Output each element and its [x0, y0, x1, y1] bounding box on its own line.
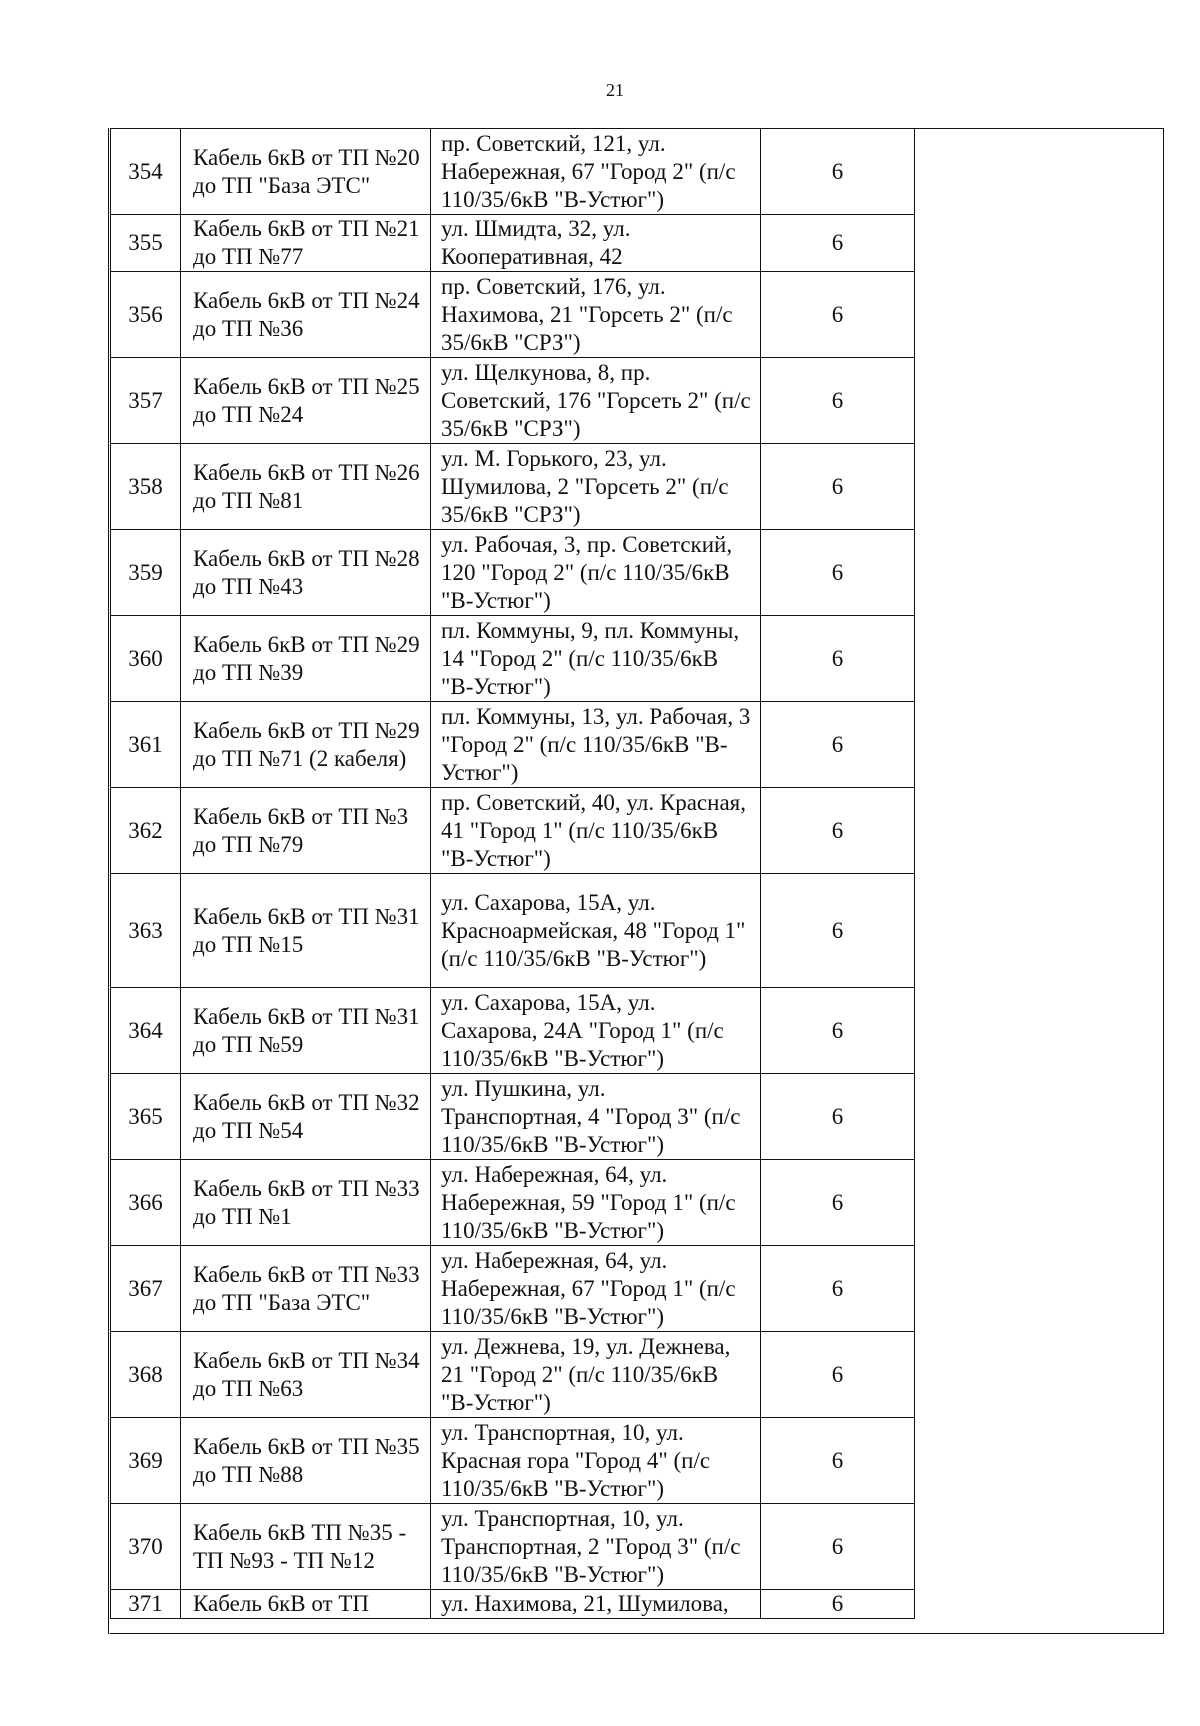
- table-row: [111, 1504, 915, 1590]
- address-cell: пр. Советский, 176, ул. Нахимова, 21 "Горсеть 2" (п/с 35/6кВ "СРЗ"): [431, 272, 761, 358]
- row-number: 363: [111, 874, 181, 988]
- cable-name-cell: Кабель 6кВ от ТП №28 до ТП №43: [181, 530, 431, 616]
- table-row: [111, 1590, 915, 1619]
- table-row: [111, 129, 915, 215]
- table-row: [111, 1160, 915, 1246]
- table-row: [111, 788, 915, 874]
- table-row: [111, 215, 915, 272]
- row-number: 369: [111, 1418, 181, 1504]
- table-left-rule: [108, 128, 109, 1634]
- page-number: 21: [606, 80, 624, 100]
- table-row: [111, 874, 915, 988]
- cable-name-cell: Кабель 6кВ от ТП №3 до ТП №79: [181, 788, 431, 874]
- cable-name-cell: Кабель 6кВ от ТП №35 до ТП №88: [181, 1418, 431, 1504]
- address-cell: ул. Шмидта, 32, ул. Кооперативная, 42: [431, 215, 761, 272]
- cable-name-cell: Кабель 6кВ от ТП №31 до ТП №15: [181, 874, 431, 988]
- cable-name-cell: Кабель 6кВ от ТП №21 до ТП №77: [181, 215, 431, 272]
- voltage-cell: 6: [761, 358, 915, 444]
- row-number: 366: [111, 1160, 181, 1246]
- address-cell: ул. Пушкина, ул. Транспортная, 4 "Город 3" (п/с 110/35/6кВ "В-Устюг"): [431, 1074, 761, 1160]
- voltage-cell: 6: [761, 272, 915, 358]
- voltage-cell: 6: [761, 1160, 915, 1246]
- voltage-cell: 6: [761, 988, 915, 1074]
- row-number: 364: [111, 988, 181, 1074]
- voltage-cell: 6: [761, 616, 915, 702]
- voltage-cell: 6: [761, 1074, 915, 1160]
- address-cell: ул. Рабочая, 3, пр. Советский, 120 "Город 2" (п/с 110/35/6кВ "В-Устюг"): [431, 530, 761, 616]
- address-cell: ул. М. Горького, 23, ул. Шумилова, 2 "Горсеть 2" (п/с 35/6кВ "СРЗ"): [431, 444, 761, 530]
- cable-name-cell: Кабель 6кВ от ТП: [181, 1590, 431, 1619]
- table-row: [111, 1418, 915, 1504]
- table-row: [111, 1246, 915, 1332]
- cable-name-cell: Кабель 6кВ от ТП №25 до ТП №24: [181, 358, 431, 444]
- voltage-cell: 6: [761, 874, 915, 988]
- table-body: [111, 129, 915, 1619]
- address-cell: ул. Транспортная, 10, ул. Транспортная, 2 "Город 3" (п/с 110/35/6кВ "В-Устюг"): [431, 1504, 761, 1590]
- row-number: 355: [111, 215, 181, 272]
- cable-name-cell: Кабель 6кВ от ТП №20 до ТП "База ЭТС": [181, 129, 431, 215]
- voltage-cell: 6: [761, 1332, 915, 1418]
- address-cell: ул. Щелкунова, 8, пр. Советский, 176 "Горсеть 2" (п/с 35/6кВ "СРЗ"): [431, 358, 761, 444]
- row-number: 359: [111, 530, 181, 616]
- voltage-cell: 6: [761, 530, 915, 616]
- table-row: [111, 1332, 915, 1418]
- cable-name-cell: Кабель 6кВ от ТП №33 до ТП №1: [181, 1160, 431, 1246]
- address-cell: ул. Набережная, 64, ул. Набережная, 59 "Город 1" (п/с 110/35/6кВ "В-Устюг"): [431, 1160, 761, 1246]
- cable-name-cell: Кабель 6кВ от ТП №33 до ТП "База ЭТС": [181, 1246, 431, 1332]
- cable-name-cell: Кабель 6кВ ТП №35 - ТП №93 - ТП №12: [181, 1504, 431, 1590]
- table-row: [111, 988, 915, 1074]
- row-number: 371: [111, 1590, 181, 1619]
- address-cell: пл. Коммуны, 9, пл. Коммуны, 14 "Город 2" (п/с 110/35/6кВ "В-Устюг"): [431, 616, 761, 702]
- row-number: 370: [111, 1504, 181, 1590]
- row-number: 356: [111, 272, 181, 358]
- voltage-cell: 6: [761, 1504, 915, 1590]
- address-cell: ул. Транспортная, 10, ул. Красная гора "Город 4" (п/с 110/35/6кВ "В-Устюг"): [431, 1418, 761, 1504]
- row-number: 358: [111, 444, 181, 530]
- address-cell: ул. Дежнева, 19, ул. Дежнева, 21 "Город 2" (п/с 110/35/6кВ "В-Устюг"): [431, 1332, 761, 1418]
- cable-name-cell: Кабель 6кВ от ТП №32 до ТП №54: [181, 1074, 431, 1160]
- row-number: 368: [111, 1332, 181, 1418]
- row-number: 357: [111, 358, 181, 444]
- voltage-cell: 6: [761, 1246, 915, 1332]
- table-row: [111, 702, 915, 788]
- voltage-cell: 6: [761, 444, 915, 530]
- table-row: [111, 616, 915, 702]
- cable-name-cell: Кабель 6кВ от ТП №29 до ТП №71 (2 кабеля): [181, 702, 431, 788]
- cable-registry-table: [110, 128, 915, 1619]
- row-number: 360: [111, 616, 181, 702]
- cable-name-cell: Кабель 6кВ от ТП №26 до ТП №81: [181, 444, 431, 530]
- address-cell: ул. Сахарова, 15А, ул. Красноармейская, 48 "Город 1" (п/с 110/35/6кВ "В-Устюг"): [431, 874, 761, 988]
- cable-name-cell: Кабель 6кВ от ТП №31 до ТП №59: [181, 988, 431, 1074]
- voltage-cell: 6: [761, 702, 915, 788]
- voltage-cell: 6: [761, 1590, 915, 1619]
- row-number: 367: [111, 1246, 181, 1332]
- row-number: 361: [111, 702, 181, 788]
- cable-name-cell: Кабель 6кВ от ТП №29 до ТП №39: [181, 616, 431, 702]
- table-row: [111, 444, 915, 530]
- address-cell: пл. Коммуны, 13, ул. Рабочая, 3 "Город 2" (п/с 110/35/6кВ "В-Устюг"): [431, 702, 761, 788]
- table-row: [111, 1074, 915, 1160]
- voltage-cell: 6: [761, 1418, 915, 1504]
- table-row: [111, 530, 915, 616]
- address-cell: пр. Советский, 121, ул. Набережная, 67 "Город 2" (п/с 110/35/6кВ "В-Устюг"): [431, 129, 761, 215]
- row-number: 354: [111, 129, 181, 215]
- table-row: [111, 272, 915, 358]
- cable-name-cell: Кабель 6кВ от ТП №24 до ТП №36: [181, 272, 431, 358]
- address-cell: ул. Сахарова, 15А, ул. Сахарова, 24А "Город 1" (п/с 110/35/6кВ "В-Устюг"): [431, 988, 761, 1074]
- row-number: 365: [111, 1074, 181, 1160]
- address-cell: ул. Набережная, 64, ул. Набережная, 67 "Город 1" (п/с 110/35/6кВ "В-Устюг"): [431, 1246, 761, 1332]
- cable-name-cell: Кабель 6кВ от ТП №34 до ТП №63: [181, 1332, 431, 1418]
- address-cell: ул. Нахимова, 21, Шумилова,: [431, 1590, 761, 1619]
- voltage-cell: 6: [761, 129, 915, 215]
- address-cell: пр. Советский, 40, ул. Красная, 41 "Город 1" (п/с 110/35/6кВ "В-Устюг"): [431, 788, 761, 874]
- voltage-cell: 6: [761, 215, 915, 272]
- voltage-cell: 6: [761, 788, 915, 874]
- row-number: 362: [111, 788, 181, 874]
- table-row: [111, 358, 915, 444]
